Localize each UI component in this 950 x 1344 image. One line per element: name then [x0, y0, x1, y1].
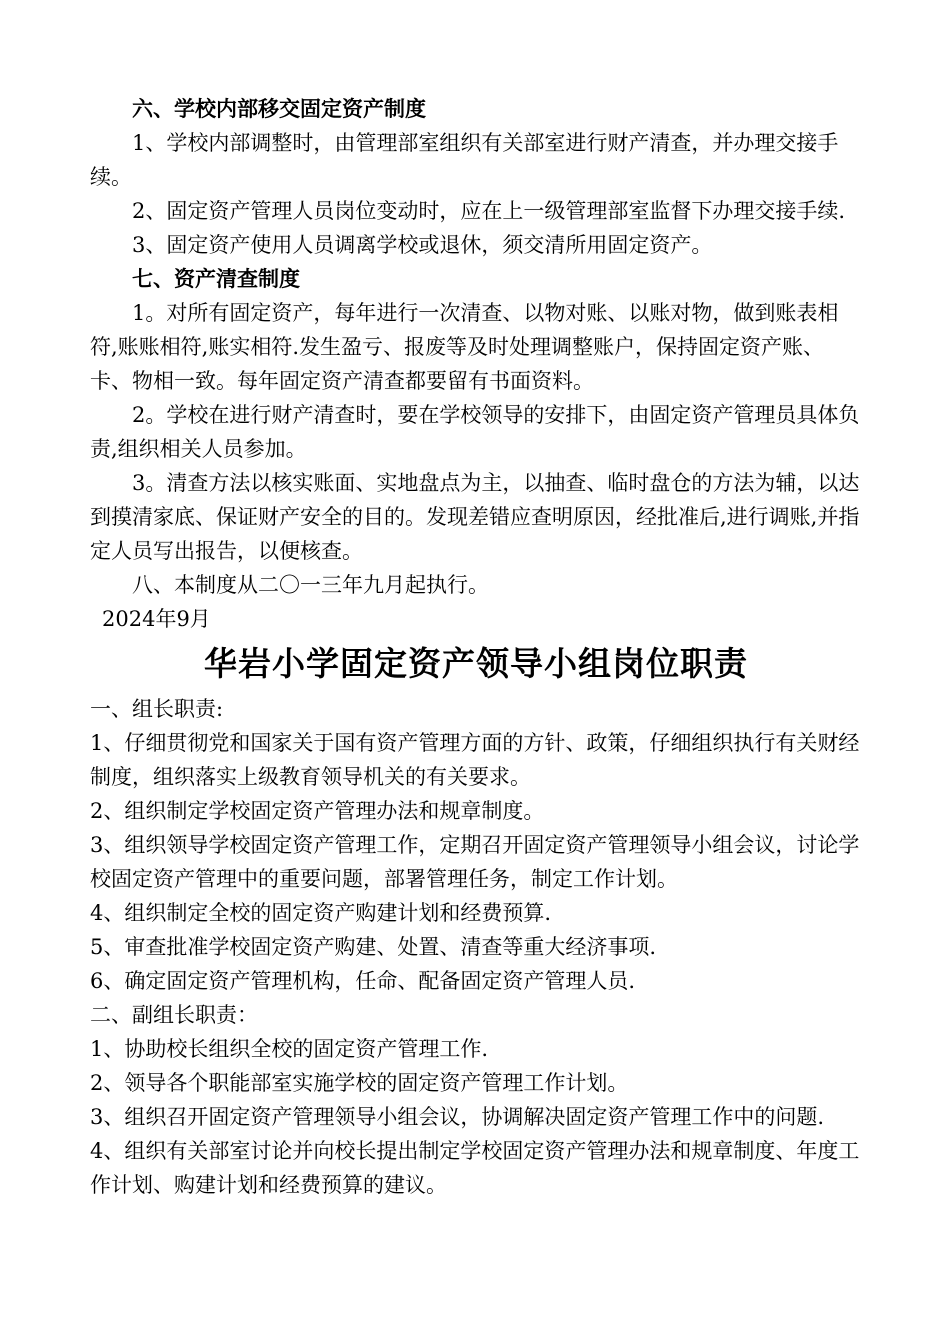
page-title: 华岩小学固定资产领导小组岗位职责 — [204, 644, 748, 683]
deputy-item-4: 4、组织有关部室讨论并向校长提出制定学校固定资产管理办法和规章制度、年度工作计划、购建计划和经费预算的建议。 — [90, 1139, 860, 1197]
section8-text: 八、本制度从二〇一三年九月起执行。 — [132, 573, 489, 597]
leader-item-6: 6、确定固定资产管理机构，任命、配备固定资产管理人员. — [90, 969, 636, 993]
section6-item-3: 3、固定资产使用人员调离学校或退休，须交清所用固定资产。 — [132, 233, 713, 257]
leader-heading: 一、组长职责: — [90, 697, 224, 721]
deputy-item-1: 1、协助校长组织全校的固定资产管理工作. — [90, 1037, 489, 1061]
deputy-heading: 二、副组长职责： — [90, 1003, 258, 1027]
section7-item-2: 2。学校在进行财产清查时，要在学校领导的安排下，由固定资产管理员具体负责,组织相关人员参加。 — [90, 403, 860, 461]
section6-item-1: 1、学校内部调整时，由管理部室组织有关部室进行财产清查，并办理交接手续。 — [90, 131, 839, 189]
document-date: 2024年9月 — [102, 607, 211, 631]
leader-duties — [90, 692, 862, 998]
section7-heading: 七、资产清查制度 — [132, 266, 300, 291]
section6-item-2: 2、固定资产管理人员岗位变动时，应在上一级管理部室监督下办理交接手续. — [132, 199, 846, 223]
leader-item-4: 4、组织制定全校的固定资产购建计划和经费预算. — [90, 901, 552, 925]
deputy-duties — [90, 998, 862, 1202]
deputy-item-3: 3、组织召开固定资产管理领导小组会议，协调解决固定资产管理工作中的问题. — [90, 1105, 825, 1129]
leader-item-1: 1、仔细贯彻党和国家关于国有资产管理方面的方针、政策，仔细组织执行有关财经制度，组织落实上级教育领导机关的有关要求。 — [90, 731, 860, 789]
leader-item-2: 2、组织制定学校固定资产管理办法和规章制度。 — [90, 799, 545, 823]
section7-item-3: 3。清查方法以核实账面、实地盘点为主，以抽查、临时盘仓的方法为辅，以达到摸清家底、保证财产安全的目的。发现差错应查明原因，经批准后,进行调账,并指定人员写出报告，以便核查。 — [90, 471, 860, 563]
leader-item-3: 3、组织领导学校固定资产管理工作，定期召开固定资产管理领导小组会议，讨论学校固定资产管理中的重要问题，部署管理任务，制定工作计划。 — [90, 833, 860, 891]
leader-item-5: 5、审查批准学校固定资产购建、处置、清查等重大经济事项. — [90, 935, 657, 959]
section7-item-1: 1。对所有固定资产，每年进行一次清查、以物对账、以账对物，做到账表相符,账账相符,账实相符.发生盈亏、报废等及时处理调整账户，保持固定资产账、卡、物相一致。每年固定资产清查都要留有书面资料。 — [90, 301, 839, 393]
deputy-item-2: 2、领导各个职能部室实施学校的固定资产管理工作计划。 — [90, 1071, 629, 1095]
section6-heading: 六、学校内部移交固定资产制度 — [132, 96, 426, 121]
